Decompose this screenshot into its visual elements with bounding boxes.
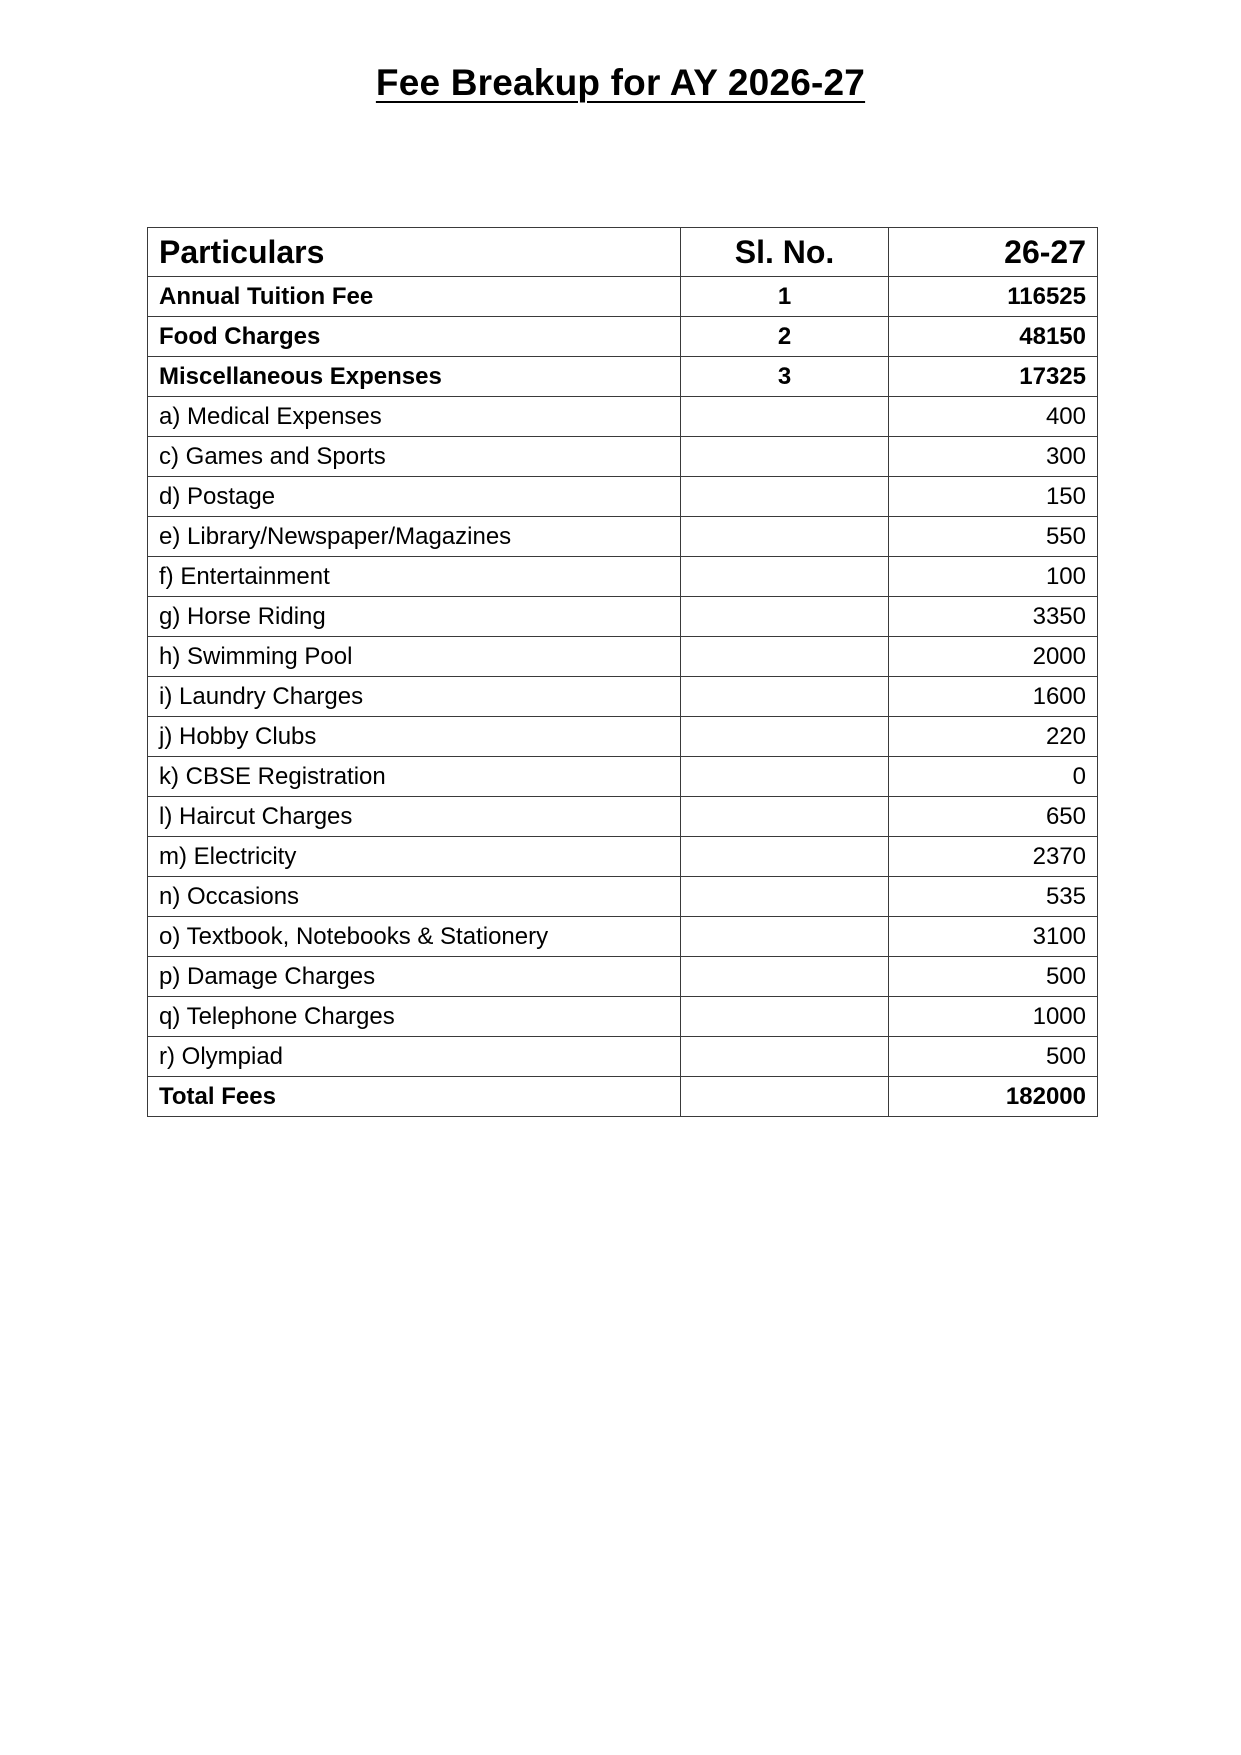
cell-amount: 2370 <box>889 837 1098 877</box>
table-row <box>148 637 1098 677</box>
table-row <box>148 477 1098 517</box>
cell-amount: 2000 <box>889 637 1098 677</box>
cell-sl-no <box>681 1037 889 1077</box>
cell-amount: 182000 <box>889 1077 1098 1117</box>
cell-amount: 17325 <box>889 357 1098 397</box>
cell-amount: 0 <box>889 757 1098 797</box>
cell-particulars: g) Horse Riding <box>148 597 681 637</box>
cell-particulars: o) Textbook, Notebooks & Stationery <box>148 917 681 957</box>
cell-sl-no <box>681 837 889 877</box>
cell-amount: 500 <box>889 957 1098 997</box>
cell-amount: 1600 <box>889 677 1098 717</box>
cell-sl-no <box>681 677 889 717</box>
table-row <box>148 917 1098 957</box>
cell-sl-no <box>681 717 889 757</box>
table-row <box>148 317 1098 357</box>
table-row <box>148 717 1098 757</box>
cell-particulars: f) Entertainment <box>148 557 681 597</box>
cell-sl-no <box>681 957 889 997</box>
cell-amount: 3100 <box>889 917 1098 957</box>
table-header-row <box>148 228 1098 277</box>
cell-sl-no: 3 <box>681 357 889 397</box>
table-row <box>148 1037 1098 1077</box>
table-row <box>148 877 1098 917</box>
cell-particulars: d) Postage <box>148 477 681 517</box>
table-row <box>148 557 1098 597</box>
table-row <box>148 357 1098 397</box>
cell-amount: 300 <box>889 437 1098 477</box>
cell-amount: 100 <box>889 557 1098 597</box>
table-row <box>148 957 1098 997</box>
cell-amount: 550 <box>889 517 1098 557</box>
header-sl-no: Sl. No. <box>681 228 889 277</box>
page-title: Fee Breakup for AY 2026-27 <box>375 62 866 103</box>
cell-sl-no: 2 <box>681 317 889 357</box>
header-particulars: Particulars <box>148 228 681 277</box>
cell-particulars: h) Swimming Pool <box>148 637 681 677</box>
cell-particulars: p) Damage Charges <box>148 957 681 997</box>
table-row <box>148 757 1098 797</box>
table-row <box>148 277 1098 317</box>
cell-particulars: r) Olympiad <box>148 1037 681 1077</box>
table-row <box>148 677 1098 717</box>
cell-particulars: l) Haircut Charges <box>148 797 681 837</box>
cell-particulars: q) Telephone Charges <box>148 997 681 1037</box>
table-body <box>148 277 1098 1117</box>
cell-sl-no <box>681 557 889 597</box>
cell-sl-no <box>681 477 889 517</box>
table-row <box>148 597 1098 637</box>
table-row <box>148 997 1098 1037</box>
table-row <box>148 397 1098 437</box>
cell-particulars: Miscellaneous Expenses <box>148 357 681 397</box>
cell-particulars: j) Hobby Clubs <box>148 717 681 757</box>
cell-amount: 116525 <box>889 277 1098 317</box>
cell-particulars: c) Games and Sports <box>148 437 681 477</box>
cell-amount: 400 <box>889 397 1098 437</box>
cell-sl-no <box>681 797 889 837</box>
cell-sl-no <box>681 877 889 917</box>
cell-amount: 535 <box>889 877 1098 917</box>
cell-sl-no <box>681 597 889 637</box>
cell-sl-no <box>681 637 889 677</box>
cell-particulars: Total Fees <box>148 1077 681 1117</box>
fee-breakup-table <box>147 227 1098 1117</box>
cell-particulars: Annual Tuition Fee <box>148 277 681 317</box>
cell-particulars: n) Occasions <box>148 877 681 917</box>
cell-amount: 1000 <box>889 997 1098 1037</box>
cell-sl-no <box>681 757 889 797</box>
cell-amount: 220 <box>889 717 1098 757</box>
cell-particulars: e) Library/Newspaper/Magazines <box>148 517 681 557</box>
cell-particulars: a) Medical Expenses <box>148 397 681 437</box>
cell-particulars: i) Laundry Charges <box>148 677 681 717</box>
cell-amount: 3350 <box>889 597 1098 637</box>
table-row <box>148 437 1098 477</box>
cell-sl-no <box>681 397 889 437</box>
cell-amount: 650 <box>889 797 1098 837</box>
cell-amount: 150 <box>889 477 1098 517</box>
cell-amount: 48150 <box>889 317 1098 357</box>
cell-sl-no <box>681 517 889 557</box>
table-row <box>148 837 1098 877</box>
table-row <box>148 797 1098 837</box>
cell-sl-no <box>681 997 889 1037</box>
cell-sl-no <box>681 1077 889 1117</box>
cell-particulars: m) Electricity <box>148 837 681 877</box>
cell-particulars: k) CBSE Registration <box>148 757 681 797</box>
table-row <box>148 517 1098 557</box>
cell-sl-no <box>681 917 889 957</box>
cell-sl-no <box>681 437 889 477</box>
header-year: 26-27 <box>889 228 1098 277</box>
cell-amount: 500 <box>889 1037 1098 1077</box>
cell-particulars: Food Charges <box>148 317 681 357</box>
cell-sl-no: 1 <box>681 277 889 317</box>
table-row <box>148 1077 1098 1117</box>
